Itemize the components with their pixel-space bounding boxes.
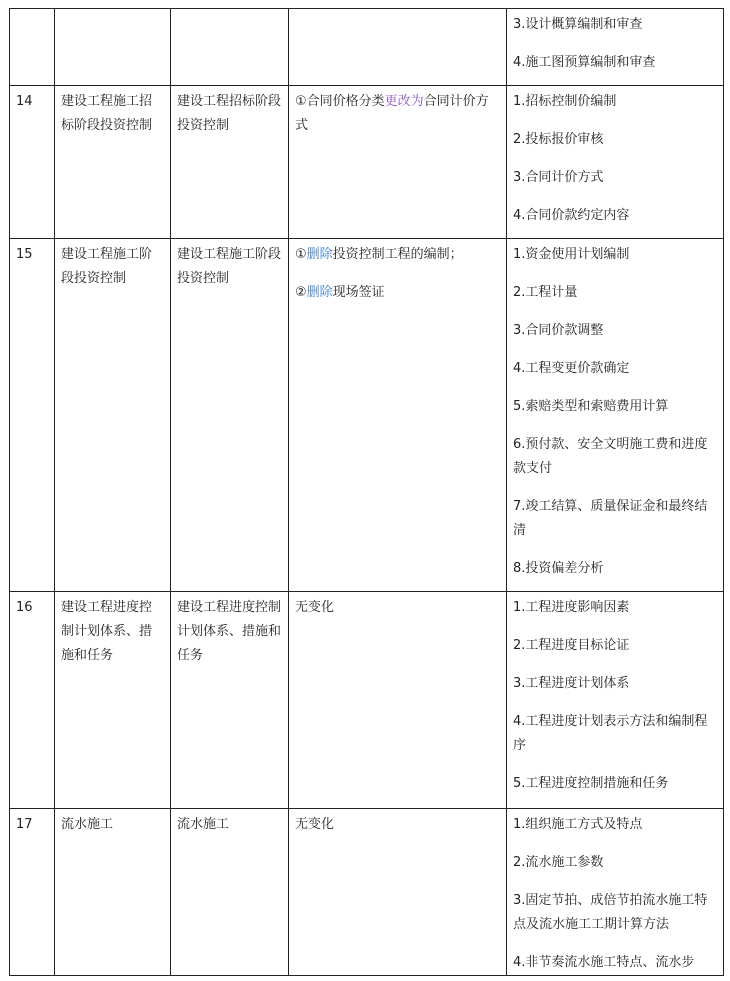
knowledge-point: 4.工程变更价款确定 [513,361,630,376]
knowledge-point: 8.投资偏差分析 [513,561,604,576]
knowledge-point: 4.工程进度计划表示方法和编制程序 [513,714,708,753]
old-chapter-name: 建设工程进度控制计划体系、措施和任务 [55,592,171,809]
change-description [289,239,507,592]
old-chapter-name: 建设工程施工招标阶段投资控制 [55,86,171,239]
row-number [10,9,55,86]
knowledge-points [507,9,724,86]
knowledge-point: 5.工程进度控制措施和任务 [513,776,669,791]
table-row [10,592,724,809]
knowledge-point: 1.招标控制价编制 [513,94,617,109]
change-description [289,86,507,239]
knowledge-point: 3.固定节拍、成倍节拍流水施工特点及流水施工工期计算方法 [513,893,708,932]
knowledge-point: 6.预付款、安全文明施工费和进度款支付 [513,437,708,476]
change-item: ①合同价格分类更改为合同计价方式 [295,94,489,133]
row-number: 16 [10,592,55,809]
row-number: 15 [10,239,55,592]
change-description [289,9,507,86]
knowledge-point: 4.非节奏流水施工特点、流水步 [513,955,695,970]
change-item: ①删除投资控制工程的编制； [295,247,463,262]
knowledge-point: 2.工程进度目标论证 [513,638,630,653]
knowledge-point: 7.竣工结算、质量保证金和最终结清 [513,499,708,538]
old-chapter-name [55,9,171,86]
knowledge-points [507,239,724,592]
knowledge-points [507,809,724,976]
change-item: ②删除现场签证 [295,285,385,300]
change-marker: 删除 [306,247,333,262]
knowledge-point: 1.组织施工方式及特点 [513,817,643,832]
knowledge-point: 2.流水施工参数 [513,855,604,870]
change-description: 无变化 [289,809,507,976]
knowledge-point: 1.工程进度影响因素 [513,600,630,615]
table-row [10,9,724,86]
knowledge-point: 3.设计概算编制和审查 [513,17,643,32]
syllabus-table [9,8,724,976]
knowledge-points [507,86,724,239]
old-chapter-name: 流水施工 [55,809,171,976]
knowledge-point: 3.合同计价方式 [513,170,604,185]
knowledge-points [507,592,724,809]
table-row [10,809,724,976]
knowledge-point: 4.合同价款约定内容 [513,208,630,223]
row-number: 14 [10,86,55,239]
knowledge-point: 4.施工图预算编制和审查 [513,55,656,70]
knowledge-point: 5.索赔类型和索赔费用计算 [513,399,669,414]
new-chapter-name: 建设工程招标阶段投资控制 [171,86,289,239]
knowledge-point: 2.投标报价审核 [513,132,604,147]
new-chapter-name: 流水施工 [171,809,289,976]
knowledge-point: 1.资金使用计划编制 [513,247,630,262]
new-chapter-name [171,9,289,86]
new-chapter-name: 建设工程进度控制计划体系、措施和任务 [171,592,289,809]
change-description: 无变化 [289,592,507,809]
new-chapter-name: 建设工程施工阶段投资控制 [171,239,289,592]
row-number: 17 [10,809,55,976]
table-row [10,86,724,239]
knowledge-point: 2.工程计量 [513,285,578,300]
knowledge-point: 3.合同价款调整 [513,323,604,338]
change-marker: 删除 [306,285,333,300]
knowledge-point: 3.工程进度计划体系 [513,676,630,691]
table-row [10,239,724,592]
old-chapter-name: 建设工程施工阶段投资控制 [55,239,171,592]
change-marker: 更改为 [384,94,424,109]
